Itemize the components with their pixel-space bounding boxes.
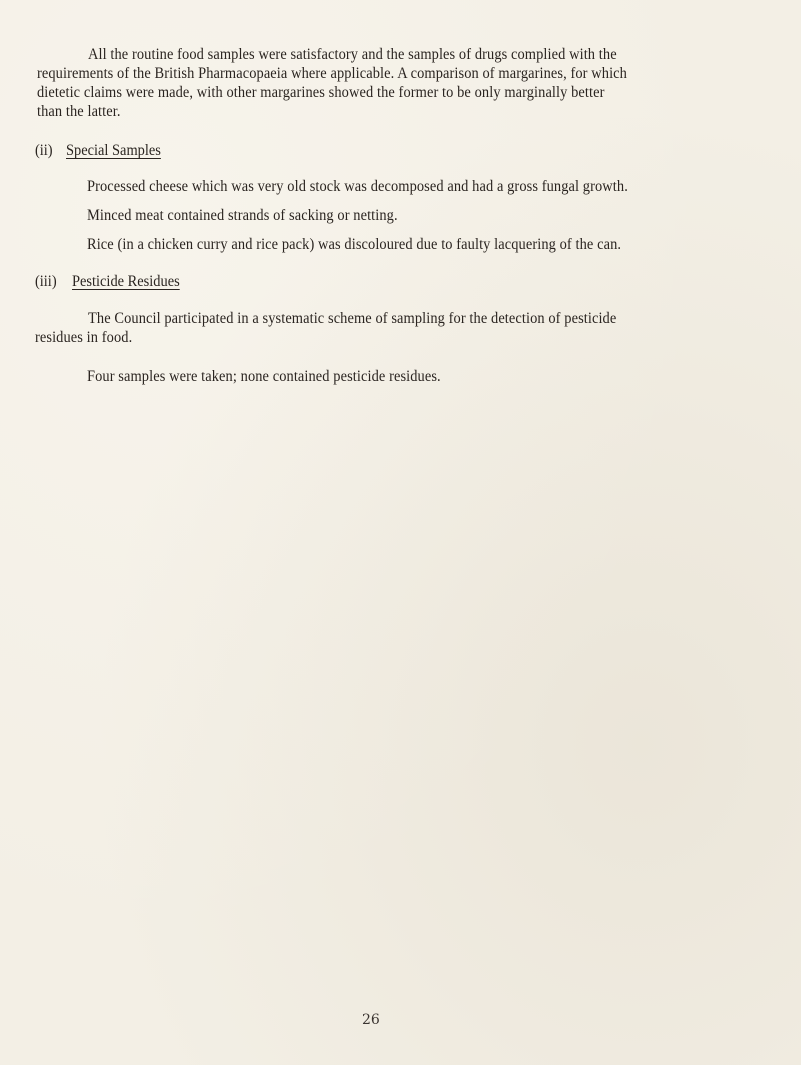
section-ii-title: Special Samples — [66, 142, 161, 159]
pesticide-paragraph-line-2: residues in food. — [35, 329, 133, 346]
section-iii-number: (iii) — [35, 273, 57, 290]
special-sample-item-1: Processed cheese which was very old stock was decomposed and had a gross fungal growth. — [87, 178, 628, 195]
pesticide-paragraph-line-1: The Council participated in a systematic scheme of sampling for the detection of pesticide — [88, 310, 617, 327]
pesticide-result: Four samples were taken; none contained pesticide residues. — [87, 368, 441, 385]
intro-line-2: requirements of the British Pharmacopaeia where applicable. A comparison of margarines, for which — [37, 65, 627, 82]
section-iii-title: Pesticide Residues — [72, 273, 180, 290]
special-sample-item-3: Rice (in a chicken curry and rice pack) was discoloured due to faulty lacquering of the can. — [87, 236, 622, 253]
section-ii-number: (ii) — [35, 142, 53, 159]
intro-line-1: All the routine food samples were satisfactory and the samples of drugs complied with the — [88, 46, 617, 63]
intro-line-3: dietetic claims were made, with other margarines showed the former to be only marginally better — [37, 84, 605, 101]
special-sample-item-2: Minced meat contained strands of sacking or netting. — [87, 207, 398, 224]
page-number: 26 — [362, 1012, 380, 1028]
intro-line-4: than the latter. — [37, 103, 121, 120]
